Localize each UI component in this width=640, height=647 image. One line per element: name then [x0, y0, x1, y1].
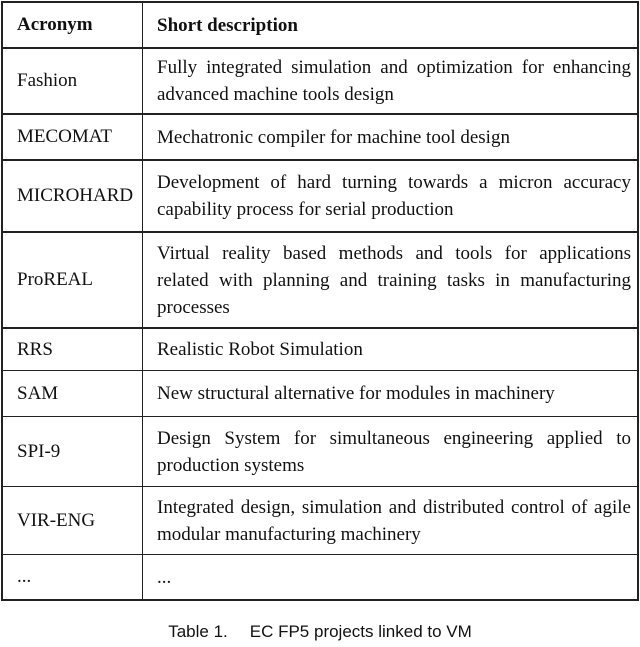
table-row [3, 161, 637, 233]
header-acronym: Acronym [3, 3, 143, 47]
acronym-cell: Fashion [3, 49, 143, 113]
description-cell: Design System for simultaneous engineering applied to production systems [157, 427, 631, 476]
caption-text: EC FP5 projects linked to VM [249, 622, 472, 641]
acronym-cell: MECOMAT [3, 115, 143, 159]
table-row [3, 371, 637, 417]
table-row [3, 417, 637, 487]
acronym-cell: SPI-9 [3, 417, 143, 486]
table-header-row [3, 3, 637, 49]
acronym-cell: ... [3, 555, 143, 599]
table-caption [0, 622, 640, 642]
table-row [3, 555, 637, 599]
description-cell: Fully integrated simulation and optimization for enhancing advanced machine tools design [157, 57, 631, 105]
table-row [3, 487, 637, 555]
acronym-cell: SAM [3, 371, 143, 416]
acronym-cell: MICROHARD [3, 161, 143, 231]
projects-table [1, 1, 639, 601]
table-row [3, 49, 637, 115]
table-frame [1, 1, 639, 601]
description-cell: Virtual reality based methods and tools for applications related with planning and training tasks in manufacturing processes [157, 242, 631, 318]
table-row [3, 233, 637, 329]
description-cell: New structural alternative for modules in machinery [157, 383, 555, 404]
acronym-cell: ProREAL [3, 233, 143, 327]
table-row [3, 115, 637, 161]
description-cell: Integrated design, simulation and distributed control of agile modular manufacturing machinery [157, 496, 631, 545]
caption-label: Table 1. [168, 622, 228, 641]
description-cell: Development of hard turning towards a micron accuracy capability process for serial production [157, 172, 631, 220]
description-cell: ... [157, 566, 172, 588]
acronym-cell: RRS [3, 329, 143, 370]
acronym-cell: VIR-ENG [3, 487, 143, 554]
header-description: Short description [157, 14, 298, 36]
description-cell: Realistic Robot Simulation [157, 339, 363, 360]
table-row [3, 329, 637, 371]
description-cell: Mechatronic compiler for machine tool design [157, 126, 510, 148]
